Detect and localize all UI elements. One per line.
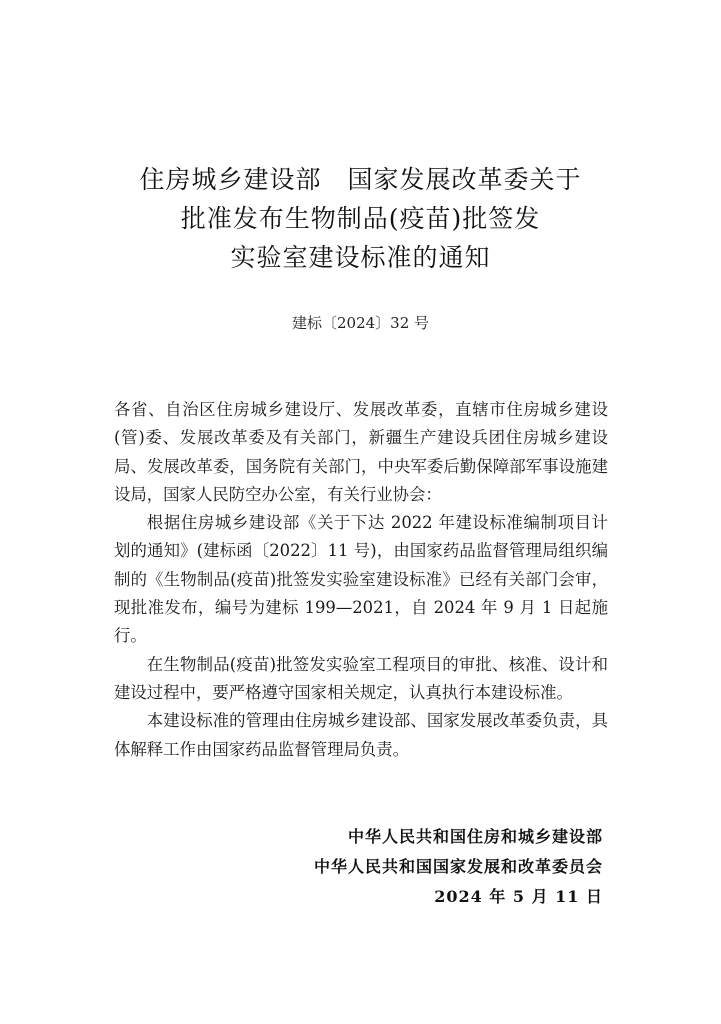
- title-line-1: 住房城乡建设部 国家发展改革委关于: [139, 165, 582, 194]
- body-paragraph-1: 根据住房城乡建设部《关于下达 2022 年建设标准编制项目计划的通知》(建标函〔2022〕11 号)，由国家药品监督管理局组织编制的《生物制品(疫苗)批签发实验室建设标准》已经有关部门会审，现批准发布，编号为建标 199—2021，自 2024 年 9 月 1 日起施行。: [114, 513, 608, 646]
- signature-org-2: 中华人民共和国国家发展和改革委员会: [313, 857, 603, 876]
- addressee-paragraph: 各省、自治区住房城乡建设厅、发展改革委，直辖市住房城乡建设(管)委、发展改革委及有关部门，新疆生产建设兵团住房城乡建设局、发展改革委，国务院有关部门，中央军委后勤保障部军事设施建设局，国家人民防空办公室，有关行业协会：: [114, 400, 608, 504]
- document-body: [114, 396, 608, 764]
- signature-org-1: 中华人民共和国住房和城乡建设部: [347, 827, 603, 846]
- document-number: 建标〔2024〕32 号: [291, 314, 430, 332]
- signature-date: 2024 年 5 月 11 日: [434, 887, 603, 906]
- title-line-3: 实验室建设标准的通知: [230, 243, 491, 272]
- title-line-2: 批准发布生物制品(疫苗)批签发: [180, 204, 541, 233]
- signature-block: [314, 822, 603, 912]
- document-title: [0, 160, 721, 277]
- body-paragraph-3: 本建设标准的管理由住房城乡建设部、国家发展改革委负责，具体解释工作由国家药品监督管理局负责。: [114, 711, 608, 759]
- body-paragraph-2: 在生物制品(疫苗)批签发实验室工程项目的审批、核准、设计和建设过程中，要严格遵守国家相关规定，认真执行本建设标准。: [114, 654, 608, 702]
